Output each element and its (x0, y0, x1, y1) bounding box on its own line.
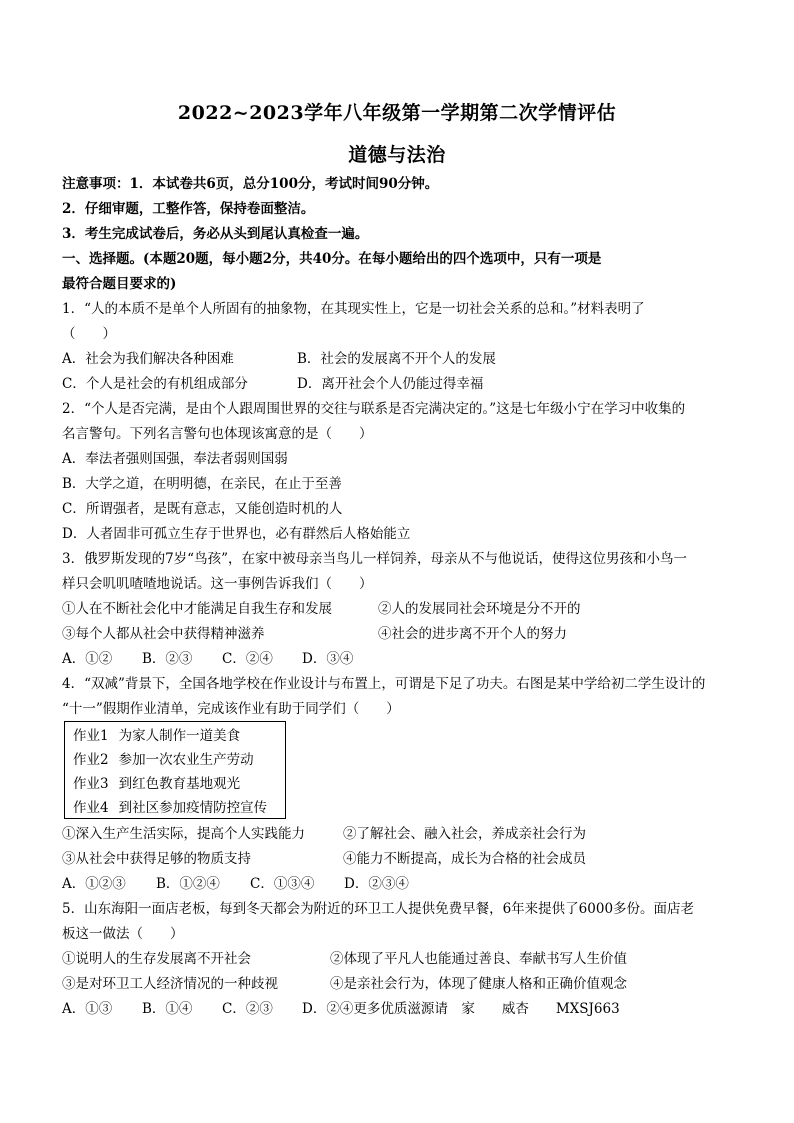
homework-item: 作业2 参加一次农业生产劳动 (73, 752, 254, 768)
q4-stem-line-1: 4．“双减”背景下，全国各地学校在作业设计与布置上，可谓是下足了功夫。右图是某中学给初二学生设计的 (62, 676, 706, 692)
q4-statement-1: ①深入生产生活实际，提高个人实践能力 (62, 826, 305, 842)
notes-line-3: 3．考生完成试卷后，务必从头到尾认真检查一遍。 (62, 226, 369, 242)
q2-stem-line-1: 2．“个人是否完满，是由个人跟周围世界的交往与联系是否完满决定的。”这是七年级小宁在学习中收集的 (62, 401, 686, 417)
q4-statement-3: ③从社会中获得足够的物质支持 (62, 851, 251, 867)
q5-option-c: C．②③ (222, 1001, 273, 1017)
q5-stem-line-2: 板这一做法（ ） (62, 926, 184, 942)
q5-option-a: A．①③ (62, 1001, 113, 1017)
section-heading-line-2: 最符合题目要求的) (62, 276, 177, 292)
q3-option-a: A．①② (62, 651, 113, 667)
q1-option-d: D．离开社会个人仍能过得幸福 (297, 376, 484, 392)
q3-stem-line-1: 3．俄罗斯发现的7岁“鸟孩”，在家中被母亲当鸟儿一样饲养，母亲从不与他说话，使得这位男孩和小鸟一 (62, 551, 687, 567)
homework-list-box (64, 721, 286, 819)
q5-statement-2: ②体现了平凡人也能通过善良、奉献书写人生价值 (330, 951, 627, 967)
q2-option-a: A．奉法者强则国强，奉法者弱则国弱 (62, 451, 288, 467)
q3-statement-4: ④社会的进步离不开个人的努力 (378, 626, 567, 642)
q2-option-c: C．所谓强者，是既有意志，又能创造时机的人 (62, 501, 343, 517)
q5-statement-3: ③是对环卫工人经济情况的一种歧视 (62, 976, 278, 992)
q3-option-d: D．③④ (302, 651, 354, 667)
q1-stem-line-1: 1．“人的本质不是单个人所固有的抽象物，在其现实性上，它是一切社会关系的总和。”材料表明了 (62, 301, 645, 317)
homework-item: 作业1 为家人制作一道美食 (73, 728, 241, 744)
watermark-text: 更多优质滋源请 家 威杏 MXSJ663 (353, 1001, 620, 1017)
q5-stem-line-1: 5．山东海阳一面店老板，每到冬天都会为附近的环卫工人提供免费早餐，6年来提供了6000多份。面店老 (62, 901, 695, 917)
q3-options (62, 649, 353, 669)
q5-option-d: D．②④ (302, 1001, 354, 1017)
q4-statement-4: ④能力不断提高，成长为合格的社会成员 (343, 851, 586, 867)
q2-option-d: D．人者固非可孤立生存于世界也，必有群然后人格始能立 (62, 526, 411, 542)
q3-statement-1: ①人在不断社会化中才能满足自我生存和发展 (62, 601, 332, 617)
q5-option-b: B．①④ (142, 1001, 193, 1017)
q4-option-b: B．①②④ (156, 876, 220, 892)
q3-statement-2: ②人的发展同社会环境是分不开的 (378, 601, 581, 617)
q3-option-b: B．②③ (142, 651, 193, 667)
q3-stem-line-2: 样只会叽叽喳喳地说话。这一事例告诉我们（ ） (62, 576, 373, 592)
q5-options (62, 999, 620, 1019)
exam-subject: 道德与法治 (348, 144, 446, 166)
homework-item: 作业4 到社区参加疫情防控宣传 (73, 800, 268, 816)
q4-option-d: D．②③④ (344, 876, 409, 892)
notes-line-1: 注意事项：1．本试卷共6页，总分100分，考试时间90分钟。 (62, 176, 439, 192)
homework-item: 作业3 到红色教育基地观光 (73, 776, 241, 792)
q1-option-a: A．社会为我们解决各种困难 (62, 351, 234, 367)
q3-option-c: C．②④ (222, 651, 273, 667)
q4-stem-line-2: “十一”假期作业清单，完成该作业有助于同学们（ ） (62, 701, 400, 717)
q1-stem-line-2: （ ） (62, 326, 116, 342)
q1-option-c: C．个人是社会的有机组成部分 (62, 376, 248, 392)
q5-statement-1: ①说明人的生存发展离不开社会 (62, 951, 251, 967)
exam-title: 2022~2023学年八年级第一学期第二次学情评估 (177, 102, 617, 124)
q4-statement-2: ②了解社会、融入社会，养成亲社会行为 (343, 826, 586, 842)
q5-statement-4: ④是亲社会行为，体现了健康人格和正确价值观念 (330, 976, 627, 992)
notes-line-2: 2．仔细审题，工整作答，保持卷面整洁。 (62, 201, 315, 217)
q2-option-b: B．大学之道，在明明德，在亲民，在止于至善 (62, 476, 342, 492)
q4-option-c: C．①③④ (250, 876, 315, 892)
q1-option-b: B．社会的发展离不开个人的发展 (297, 351, 496, 367)
q4-options (62, 874, 409, 894)
q2-stem-line-2: 名言警句。下列名言警句也体现该寓意的是（ ） (62, 426, 373, 442)
section-heading-line-1: 一、选择题。(本题20题，每小题2分，共40分。在每小题给出的四个选项中，只有一项是 (62, 251, 602, 267)
q4-option-a: A．①②③ (62, 876, 126, 892)
q3-statement-3: ③每个人都从社会中获得精神滋养 (62, 626, 265, 642)
